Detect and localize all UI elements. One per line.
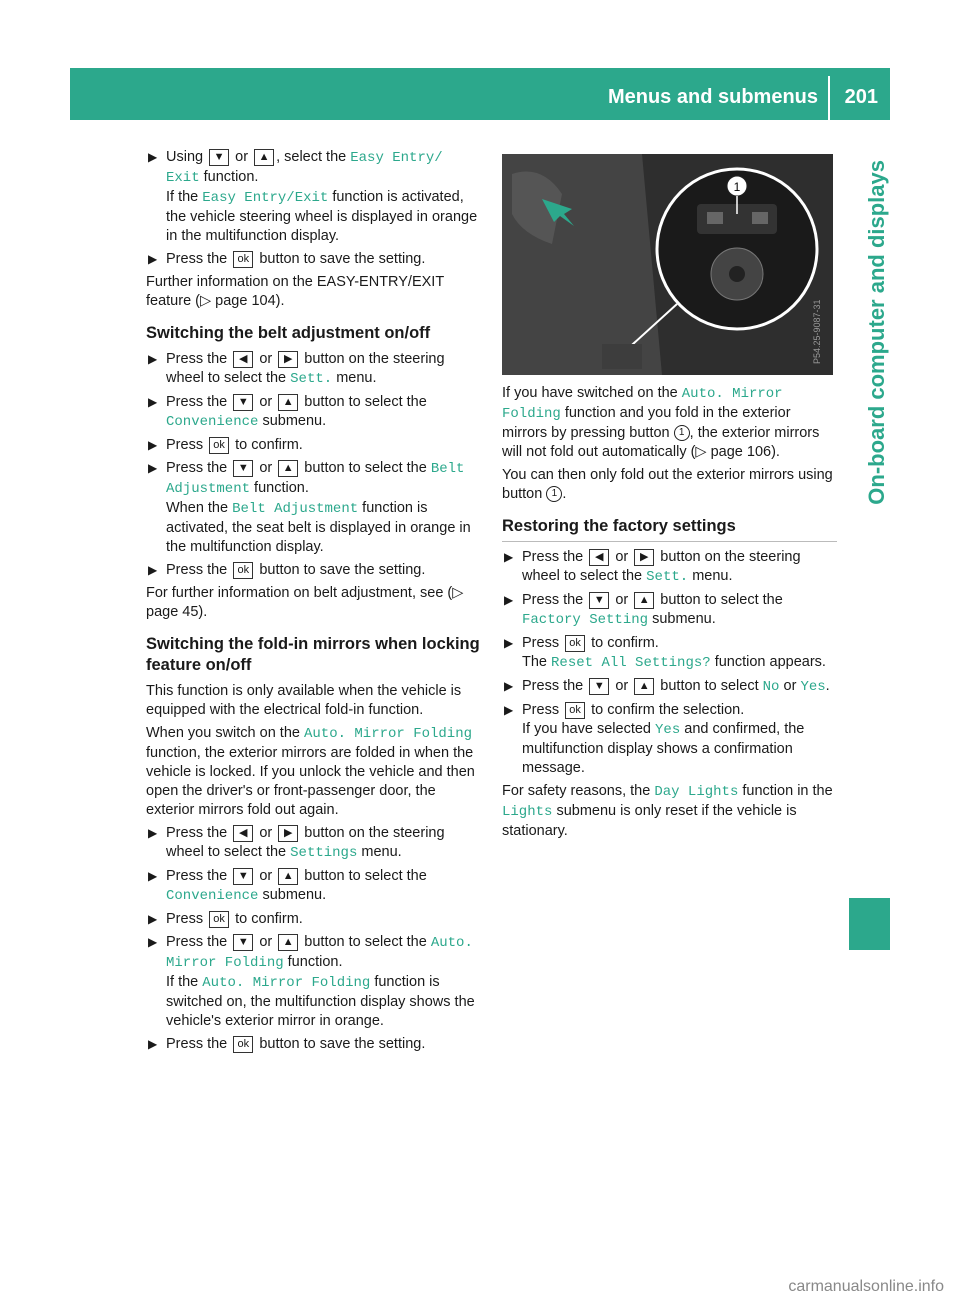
list-item: ▶ Press the ok button to save the setting.	[148, 251, 426, 267]
ok-key-icon: ok	[233, 1036, 253, 1053]
paragraph: Further information on the EASY-ENTRY/EXIT feature (▷ page 104).	[146, 274, 444, 309]
figure-code: P54.25-9087-31	[812, 299, 822, 364]
down-key-icon: ▼	[233, 460, 253, 477]
bullet-arrow-icon: ▶	[148, 438, 158, 452]
bullet-arrow-icon: ▶	[504, 679, 514, 693]
paragraph: If you have switched on the Auto. Mirror Folding function and you fold in the exterior mirrors by pressing button 1 , the exterior mirrors will not fold out automatically (▷ page 106).	[502, 385, 820, 460]
bullet-arrow-icon: ▶	[148, 352, 158, 366]
ok-key-icon: ok	[209, 911, 229, 928]
paragraph: This function is only available when the vehicle is equipped with the electrical fold-in function.	[146, 683, 462, 718]
callout-number: 1	[733, 180, 741, 194]
ok-key-icon: ok	[209, 437, 229, 454]
left-key-icon: ◀	[233, 825, 253, 842]
list-item: ▶ Press ok to confirm the selection. If you have selected Yes and confirmed, the multifunction display shows a confirmation message.	[504, 702, 805, 776]
section-title: Menus and submenus	[607, 86, 818, 108]
bullet-arrow-icon: ▶	[148, 1037, 158, 1051]
bullet-arrow-icon: ▶	[148, 869, 158, 883]
bullet-arrow-icon: ▶	[148, 461, 158, 475]
header-divider	[828, 76, 830, 120]
right-column	[502, 384, 837, 845]
right-key-icon: ▶	[278, 351, 298, 368]
ok-key-icon: ok	[565, 635, 585, 652]
list-item: ▶ Press ok to confirm.	[148, 911, 303, 927]
down-key-icon: ▼	[209, 149, 229, 166]
ok-key-icon: ok	[233, 251, 253, 268]
list-item: ▶ Press the ▼ or ▲ button to select the Auto. Mirror Folding function. If the Auto. Mirror Folding function is switched on, the multifunction display shows the vehicle's exterior mirror in orange.	[148, 934, 475, 1029]
up-key-icon: ▲	[278, 394, 298, 411]
mirror-switch-photo	[502, 154, 833, 375]
up-key-icon: ▲	[254, 149, 274, 166]
chapter-marker	[849, 898, 890, 950]
list-item: ▶ Press the ok button to save the setting.	[148, 1036, 426, 1052]
heading: Restoring the factory settings	[502, 516, 837, 542]
down-key-icon: ▼	[589, 592, 609, 609]
heading: Switching the belt adjustment on/off	[146, 324, 431, 342]
list-item: ▶ Press the ◀ or ▶ button on the steering wheel to select the Sett. menu.	[148, 351, 445, 387]
left-key-icon: ◀	[589, 549, 609, 566]
list-item: ▶ Press the ◀ or ▶ button on the steering wheel to select the Sett. menu.	[504, 549, 801, 585]
callout-1-icon: 1	[674, 425, 690, 441]
paragraph: When you switch on the Auto. Mirror Folding function, the exterior mirrors are folded in when the vehicle is locked. If you unlock the vehicle and then open the driver's or front-passenger door, the exterior mirrors fold out again.	[146, 725, 475, 818]
list-item: ▶ Using ▼ or ▲ , select the Easy Entry/ Exit function. If the Easy Entry/Exit function is activated, the vehicle steering wheel is displayed in orange in the multifunction display.	[148, 149, 478, 244]
paragraph: You can then only fold out the exterior mirrors using button 1 .	[502, 467, 833, 502]
bullet-arrow-icon: ▶	[148, 150, 158, 164]
down-key-icon: ▼	[589, 678, 609, 695]
bullet-arrow-icon: ▶	[148, 935, 158, 949]
right-key-icon: ▶	[278, 825, 298, 842]
list-item: ▶ Press the ▼ or ▲ button to select the Belt Adjustment function. When the Belt Adjustment function is activated, the seat belt is displayed in orange in the multifunction display.	[148, 460, 471, 555]
bullet-arrow-icon: ▶	[148, 826, 158, 840]
up-key-icon: ▲	[634, 592, 654, 609]
down-key-icon: ▼	[233, 868, 253, 885]
up-key-icon: ▲	[278, 868, 298, 885]
list-item: ▶ Press the ok button to save the setting.	[148, 562, 426, 578]
list-item: ▶ Press ok to confirm.	[148, 437, 303, 453]
paragraph: For further information on belt adjustment, see (▷ page 45).	[146, 585, 464, 620]
page-number: 201	[844, 86, 878, 108]
list-item: ▶ Press the ◀ or ▶ button on the steering wheel to select the Settings menu.	[148, 825, 445, 861]
up-key-icon: ▲	[278, 460, 298, 477]
bullet-arrow-icon: ▶	[148, 395, 158, 409]
bullet-arrow-icon: ▶	[504, 703, 514, 717]
paragraph: For safety reasons, the Day Lights function in the Lights submenu is only reset if the vehicle is stationary.	[502, 783, 833, 839]
ok-key-icon: ok	[565, 702, 585, 719]
callout-1-icon: 1	[546, 486, 562, 502]
down-key-icon: ▼	[233, 934, 253, 951]
bullet-arrow-icon: ▶	[148, 912, 158, 926]
list-item: ▶ Press the ▼ or ▲ button to select the Convenience submenu.	[148, 394, 427, 430]
chapter-tab-label: On-board computer and displays	[864, 160, 889, 505]
up-key-icon: ▲	[634, 678, 654, 695]
ok-key-icon: ok	[233, 562, 253, 579]
list-item: ▶ Press the ▼ or ▲ button to select the Factory Setting submenu.	[504, 592, 783, 628]
bullet-arrow-icon: ▶	[504, 636, 514, 650]
bullet-arrow-icon: ▶	[148, 563, 158, 577]
left-key-icon: ◀	[233, 351, 253, 368]
up-key-icon: ▲	[278, 934, 298, 951]
mirror-switch-illustration	[502, 154, 833, 375]
left-column	[146, 148, 481, 1058]
bullet-arrow-icon: ▶	[504, 550, 514, 564]
list-item: ▶ Press the ▼ or ▲ button to select the Convenience submenu.	[148, 868, 427, 904]
page-header	[70, 68, 890, 120]
right-key-icon: ▶	[634, 549, 654, 566]
down-key-icon: ▼	[233, 394, 253, 411]
list-item: ▶ Press the ▼ or ▲ button to select No or Yes.	[504, 678, 830, 695]
bullet-arrow-icon: ▶	[148, 252, 158, 266]
heading: Switching the fold-in mirrors when locking feature on/off	[146, 635, 480, 674]
list-item: ▶ Press ok to confirm. The Reset All Settings? function appears.	[504, 635, 826, 671]
bullet-arrow-icon: ▶	[504, 593, 514, 607]
watermark-text: carmanualsonline.info	[788, 1278, 944, 1295]
